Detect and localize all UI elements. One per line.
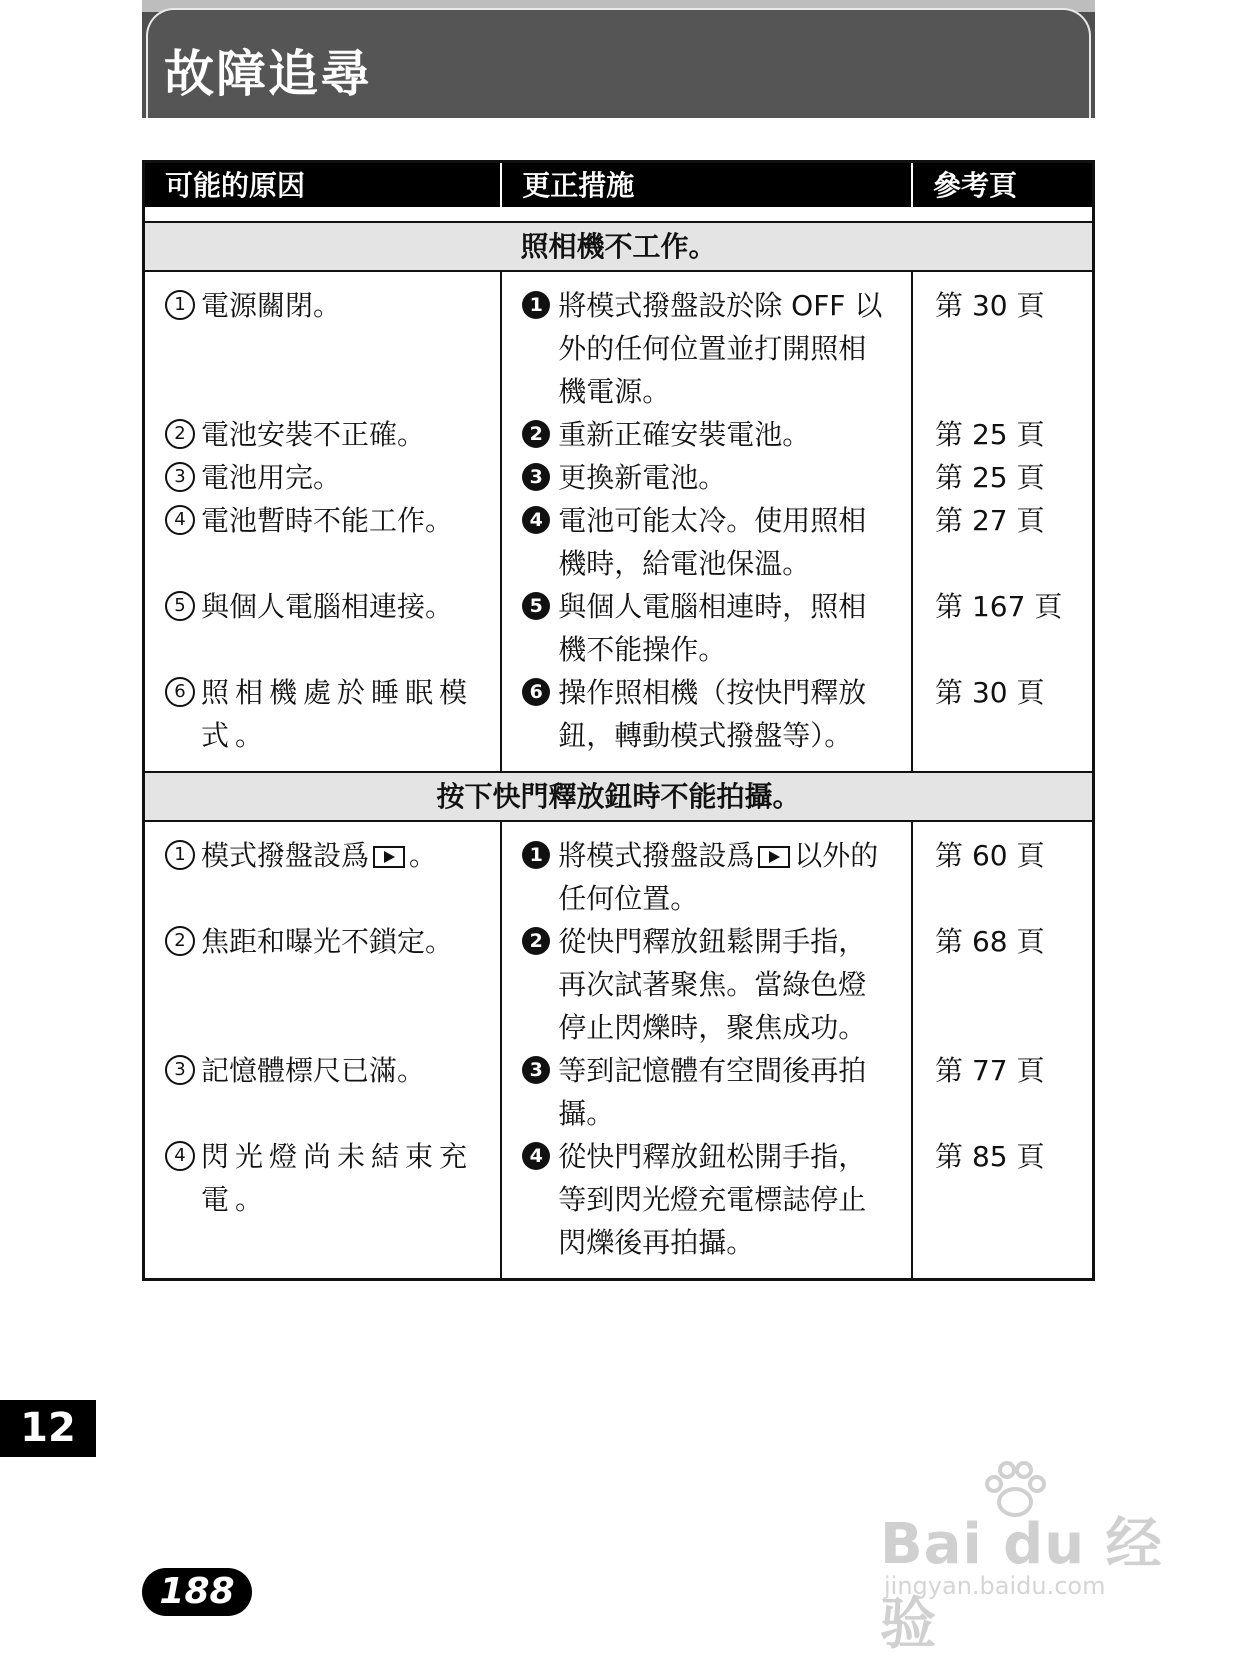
filled-number-icon: 1 — [522, 291, 550, 319]
circle-number-icon: 5 — [165, 591, 195, 621]
page-number: 188 — [142, 1568, 252, 1616]
list-item — [502, 1049, 911, 1135]
cause-column — [144, 821, 502, 1280]
cause-text-end: 。 — [409, 839, 438, 872]
filled-number-icon: 4 — [522, 506, 550, 534]
list-item — [913, 413, 1092, 456]
section-body-row — [144, 821, 1094, 1280]
circle-number-icon: 2 — [165, 926, 195, 956]
circle-number-icon: 4 — [165, 1141, 195, 1171]
fix-text: 從快門釋放鈕鬆開手指，再次試著聚焦。當綠色燈停止閃爍時，聚焦成功。 — [558, 925, 867, 1044]
list-item — [913, 671, 1092, 757]
page-reference: 第 85 頁 — [935, 1140, 1045, 1173]
filled-number-icon: 4 — [522, 1142, 550, 1170]
circle-number-icon: 3 — [165, 1055, 195, 1085]
list-item — [913, 499, 1092, 585]
list-item — [145, 284, 500, 413]
troubleshooting-table — [142, 160, 1095, 1281]
list-item — [913, 284, 1092, 413]
spacer-row — [144, 207, 1094, 222]
list-item — [502, 284, 911, 413]
cause-text: 閃光燈尚未結束充電。 — [201, 1140, 474, 1216]
list-item — [913, 1135, 1092, 1264]
cause-text: 電池暫時不能工作。 — [201, 504, 454, 537]
chapter-tab: 12 — [0, 1400, 96, 1457]
list-item — [145, 834, 500, 920]
header-ref: 參考頁 — [912, 162, 1093, 208]
playback-icon — [758, 846, 790, 868]
filled-number-icon: 2 — [522, 420, 550, 448]
circle-number-icon: 4 — [165, 505, 195, 535]
list-item — [145, 920, 500, 1049]
page-reference: 第 60 頁 — [935, 839, 1045, 872]
fix-text: 重新正確安裝電池。 — [558, 418, 811, 451]
cause-text: 電池安裝不正確。 — [201, 418, 426, 451]
watermark-logo: Bai du 经验 — [880, 1512, 1163, 1657]
page-reference: 第 68 頁 — [935, 925, 1045, 958]
list-item — [913, 834, 1092, 920]
page-reference: 第 30 頁 — [935, 289, 1045, 322]
section-title-row — [144, 222, 1094, 271]
cause-text: 照相機處於睡眠模式。 — [201, 676, 474, 752]
circle-number-icon: 6 — [165, 677, 195, 707]
list-item — [913, 456, 1092, 499]
page-reference: 第 30 頁 — [935, 676, 1045, 709]
fix-text: 將模式撥盤設於除 OFF 以外的任何位置並打開照相機電源。 — [558, 289, 883, 408]
section-title: 按下快門釋放鈕時不能拍攝。 — [144, 772, 1094, 821]
fix-text: 電池可能太冷。使用照相機時，給電池保溫。 — [558, 504, 867, 580]
cause-column — [144, 271, 502, 772]
table-header-row — [144, 162, 1094, 208]
header-cause: 可能的原因 — [144, 162, 502, 208]
circle-number-icon: 2 — [165, 419, 195, 449]
page-reference: 第 167 頁 — [935, 590, 1063, 623]
fix-text: 與個人電腦相連時，照相機不能操作。 — [558, 590, 867, 666]
title-bar — [142, 0, 1095, 118]
playback-icon — [373, 846, 405, 868]
list-item — [502, 456, 911, 499]
list-item — [502, 920, 911, 1049]
cause-text: 電源關閉。 — [201, 289, 342, 322]
fix-text: 將模式撥盤設爲 — [558, 839, 755, 872]
list-item — [145, 585, 500, 671]
circle-number-icon: 1 — [165, 840, 195, 870]
cause-text: 電池用完。 — [201, 461, 342, 494]
list-item — [145, 1135, 500, 1264]
list-item — [145, 456, 500, 499]
fix-column — [501, 821, 912, 1280]
page-reference: 第 25 頁 — [935, 461, 1045, 494]
list-item — [502, 499, 911, 585]
fix-text: 更換新電池。 — [558, 461, 727, 494]
fix-text: 操作照相機（按快門釋放鈕，轉動模式撥盤等）。 — [558, 676, 867, 752]
header-fix: 更正措施 — [501, 162, 912, 208]
watermark — [880, 1460, 1170, 1657]
ref-column — [912, 821, 1093, 1280]
section-title: 照相機不工作。 — [144, 222, 1094, 271]
page-reference: 第 27 頁 — [935, 504, 1045, 537]
fix-text-end: 以外的任何位置。 — [558, 839, 879, 915]
list-item — [145, 413, 500, 456]
list-item — [913, 920, 1092, 1049]
list-item — [502, 413, 911, 456]
fix-text: 從快門釋放鈕松開手指，等到閃光燈充電標誌停止閃爍後再拍攝。 — [558, 1140, 867, 1259]
cause-text: 與個人電腦相連接。 — [201, 590, 454, 623]
page-reference: 第 77 頁 — [935, 1054, 1045, 1087]
filled-number-icon: 2 — [522, 927, 550, 955]
section-body-row — [144, 271, 1094, 772]
watermark-url: jingyan.baidu.com — [884, 1572, 1106, 1600]
cause-text: 模式撥盤設爲 — [201, 839, 370, 872]
fix-text: 等到記憶體有空間後再拍攝。 — [558, 1054, 867, 1130]
filled-number-icon: 6 — [522, 678, 550, 706]
filled-number-icon: 3 — [522, 463, 550, 491]
list-item — [502, 1135, 911, 1264]
list-item — [502, 585, 911, 671]
section-title-row — [144, 772, 1094, 821]
ref-column — [912, 271, 1093, 772]
fix-column — [501, 271, 912, 772]
circle-number-icon: 1 — [165, 290, 195, 320]
circle-number-icon: 3 — [165, 462, 195, 492]
page-title: 故障追尋 — [164, 45, 372, 103]
filled-number-icon: 3 — [522, 1056, 550, 1084]
list-item — [913, 585, 1092, 671]
list-item — [145, 671, 500, 757]
list-item — [145, 1049, 500, 1135]
filled-number-icon: 5 — [522, 592, 550, 620]
list-item — [145, 499, 500, 585]
page-reference: 第 25 頁 — [935, 418, 1045, 451]
list-item — [502, 671, 911, 757]
list-item — [913, 1049, 1092, 1135]
cause-text: 焦距和曝光不鎖定。 — [201, 925, 454, 958]
filled-number-icon: 1 — [522, 841, 550, 869]
cause-text: 記憶體標尺已滿。 — [201, 1054, 426, 1087]
list-item — [502, 834, 911, 920]
